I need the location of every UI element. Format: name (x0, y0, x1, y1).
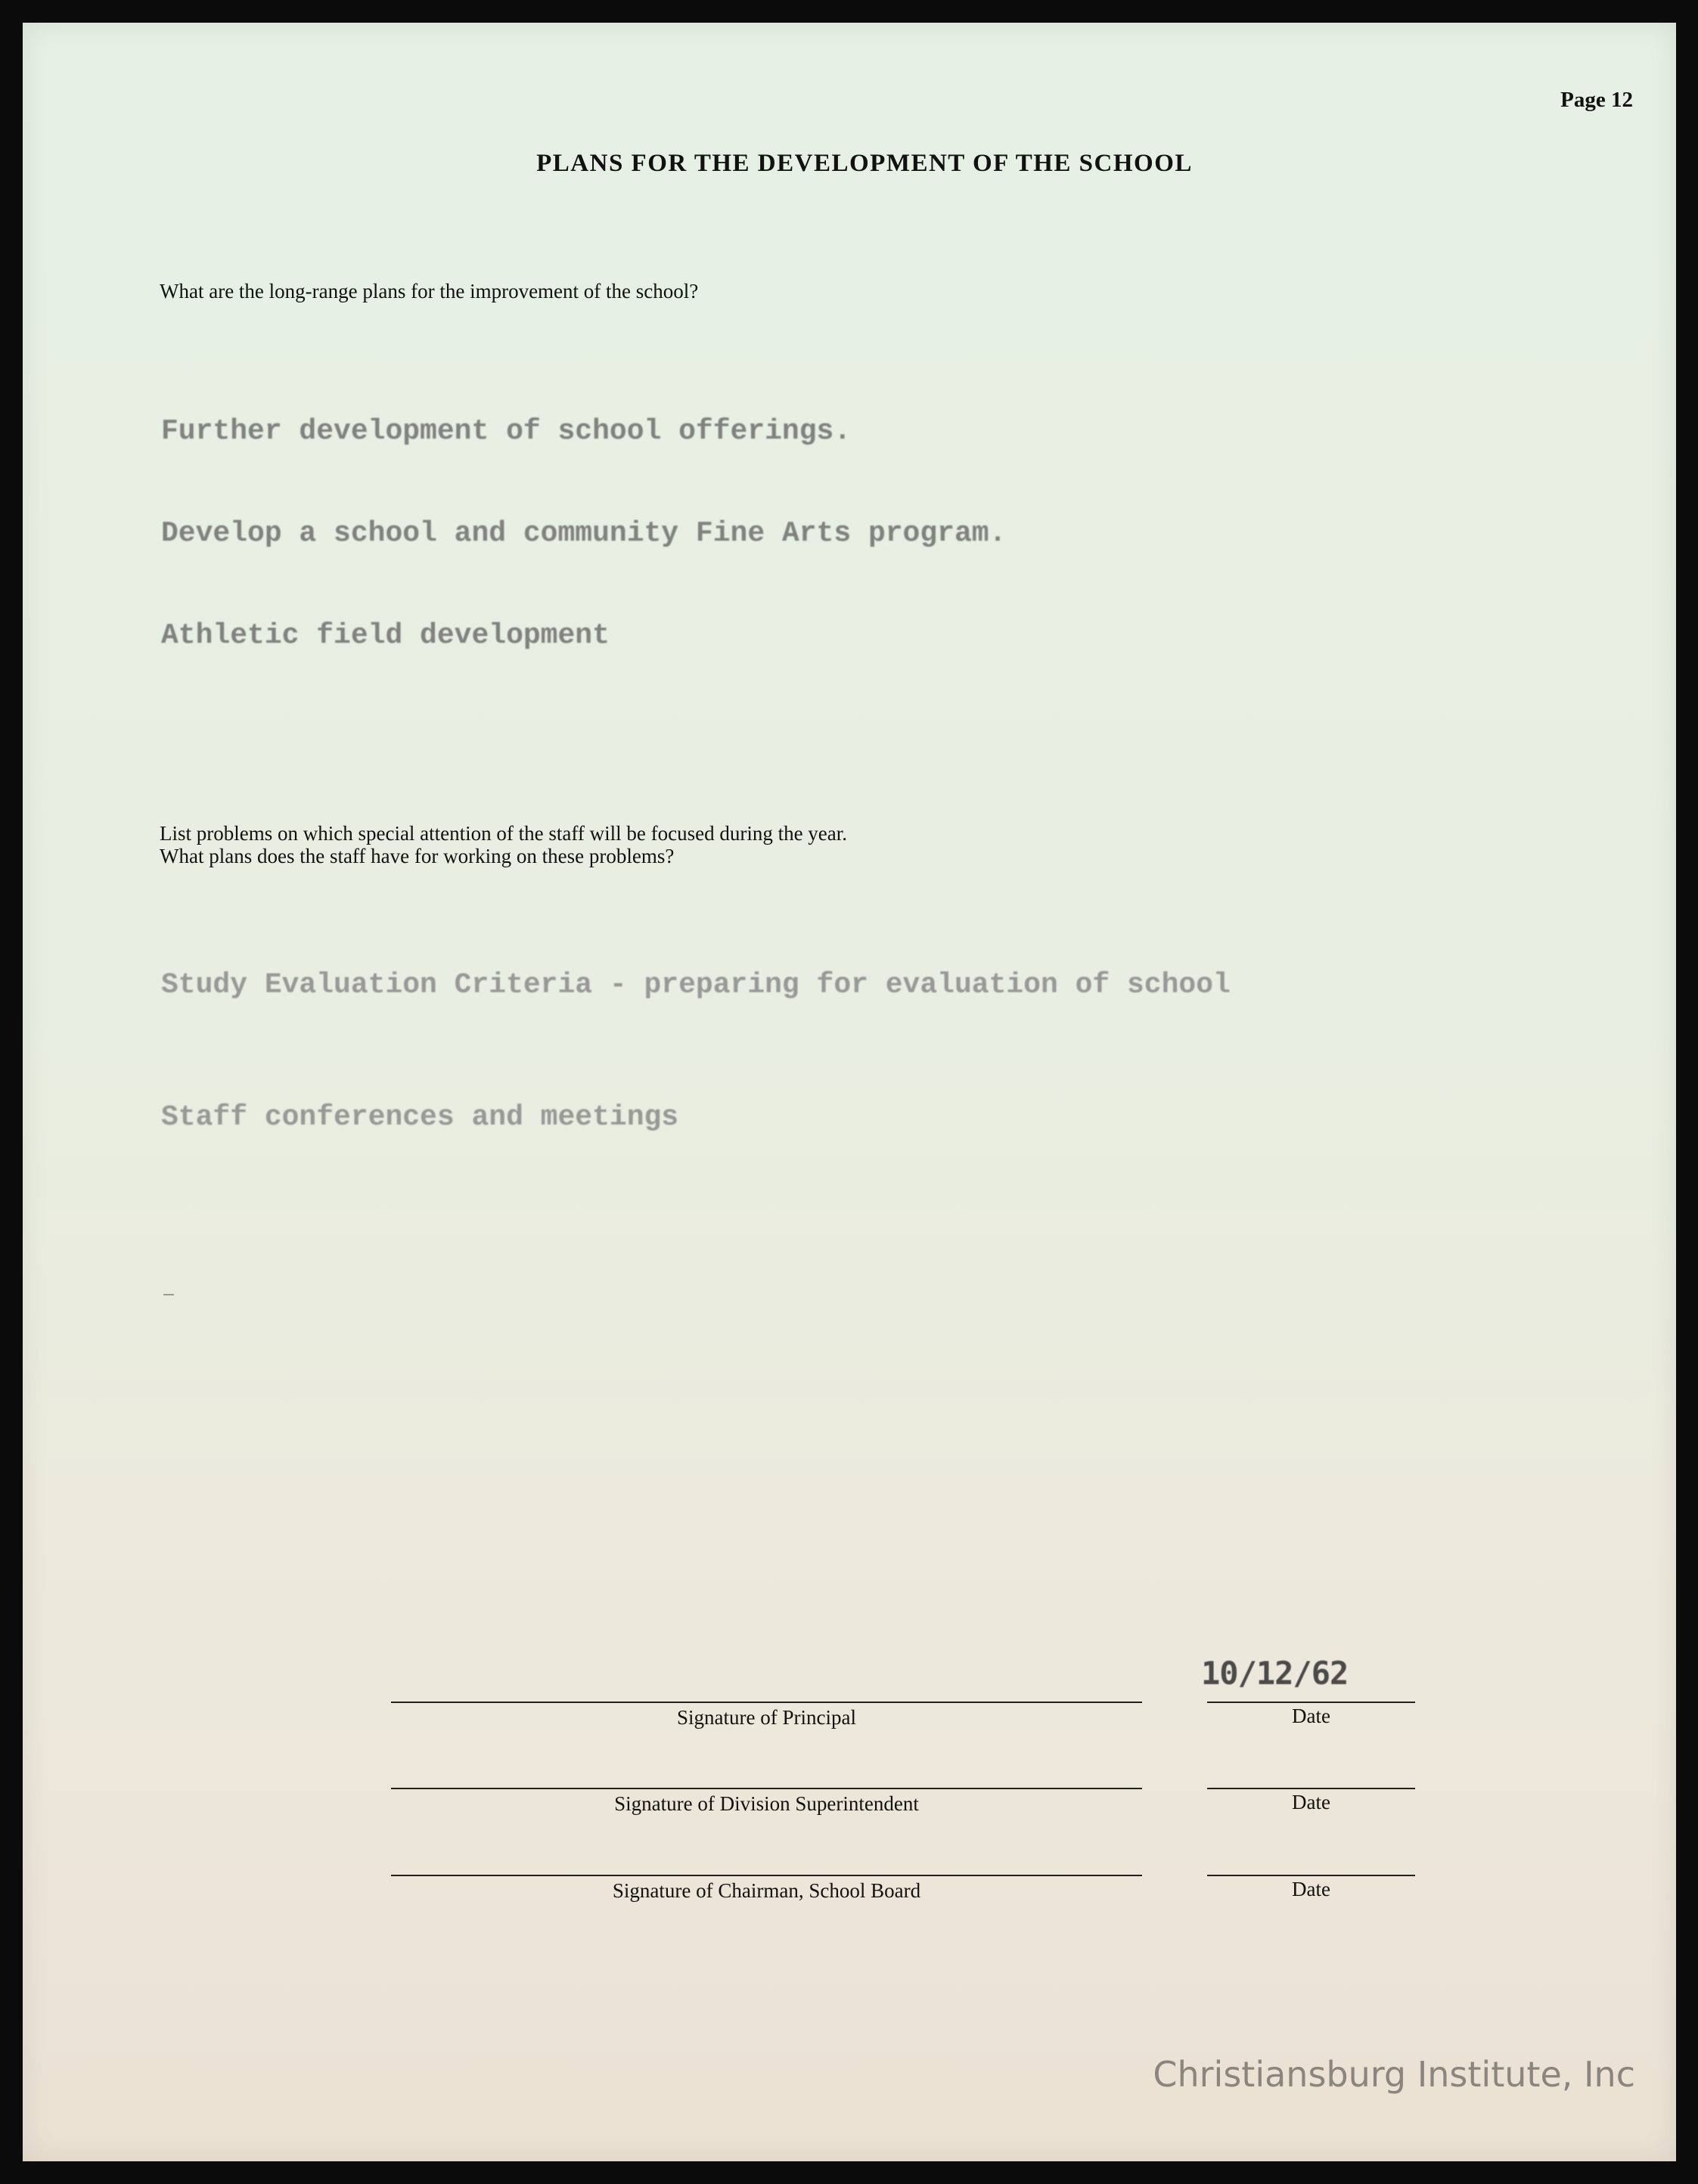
typed-answer-line: Athletic field development (161, 619, 610, 652)
question-line: List problems on which special attention of the staff will be focused during the year. (160, 822, 848, 845)
typed-answer-line: Staff conferences and meetings (161, 1101, 679, 1134)
signature-row-principal (391, 1702, 1416, 1747)
page-number: Page 12 (1560, 88, 1633, 112)
question-staff-problems (160, 822, 847, 867)
signature-label: Signature of Division Superintendent (614, 1792, 919, 1815)
paper-speck (163, 1294, 174, 1295)
date-line (1207, 1702, 1415, 1703)
question-line: What plans does the staff have for working on these problems? (160, 845, 675, 867)
typed-answer-long-range-plans (161, 346, 1006, 721)
date-label: Date (1292, 1878, 1330, 1900)
watermark-text: Christiansburg Institute, Inc (1153, 2054, 1635, 2095)
typed-answer-line: Study Evaluation Criteria - preparing for evaluation of school (161, 969, 1231, 1001)
question-long-range-plans: What are the long-range plans for the improvement of the school? (160, 280, 699, 302)
typed-answer-staff-problems (161, 900, 1231, 1202)
date-label: Date (1292, 1791, 1330, 1813)
date-line (1207, 1875, 1415, 1876)
page-title: PLANS FOR THE DEVELOPMENT OF THE SCHOOL (536, 150, 1193, 177)
signature-label: Signature of Principal (677, 1706, 856, 1729)
signature-line (391, 1702, 1142, 1703)
date-line (1207, 1788, 1415, 1789)
date-label: Date (1292, 1705, 1330, 1727)
signature-row-chairman (391, 1875, 1416, 1920)
document-page (23, 23, 1676, 2161)
signature-line (391, 1875, 1142, 1876)
signature-line (391, 1788, 1142, 1789)
typed-answer-line: Develop a school and community Fine Arts program. (161, 517, 1007, 550)
signature-row-superintendent (391, 1788, 1416, 1833)
typed-answer-line: Further development of school offerings. (161, 415, 852, 448)
signature-label: Signature of Chairman, School Board (612, 1879, 921, 1902)
principal-date-stamp: 10/12/62 (1201, 1655, 1349, 1692)
